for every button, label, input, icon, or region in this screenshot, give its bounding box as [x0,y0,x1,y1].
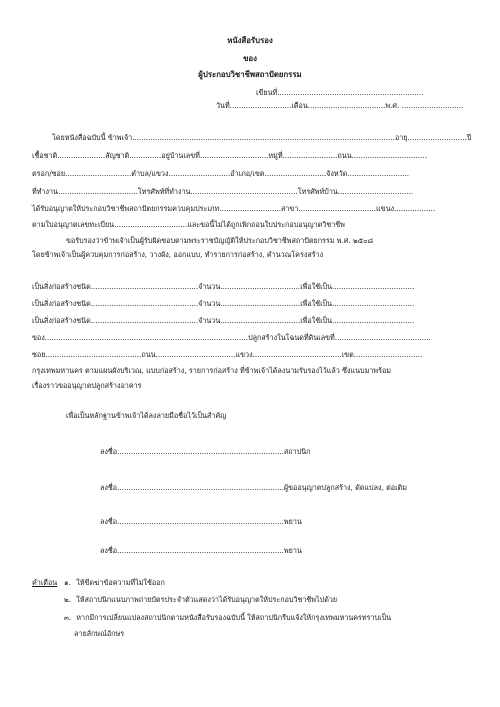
body-line-address: ตรอก/ซอย.............................ตำบล/แขวง...........................อำเภอ/เขต...........................จังหวัด........................... [32,169,410,178]
building-line-2: เป็นสิ่งก่อสร้างชนิด...............................................จำนวน...................................เพื่อใช้เป็น.................................... [32,299,415,308]
location-line: ซอย..........................................ถนน...................................แขวง.......................................เขต.............................. [32,350,423,359]
signature-applicant: ลงชื่อ.........................................................................ผู้ขออนุญาตปลูกสร้าง, ดัดแปลง, ต่อเติม [100,483,407,492]
body-line-certify: ขอรับรองว่าข้าพเจ้าเป็นผู้รับผิดชอบตามพระราชบัญญัติให้ประกอบวิชาชีพสถาปัตยกรรม พ.ศ. ๒๕๐๘ [66,236,374,245]
date-line: วันที่...........................เดือน..................................พ.ศ. ........................... [216,101,464,110]
warning-item-number: ๑. [64,578,71,587]
warning-label: คำเตือน [32,578,58,587]
warning-item-1 [64,578,165,587]
written-at-line: เขียนที่................................................................ [256,88,424,97]
evidence-statement: เพื่อเป็นหลักฐานข้าพเจ้าได้ลงลายมือชื่อไว้เป็นสำคัญ [66,411,227,420]
signature-witness-2: ลงชื่อ.........................................................................พยาน [100,546,302,555]
building-line-3: เป็นสิ่งก่อสร้างชนิด...............................................จำนวน...................................เพื่อใช้เป็น.................................... [32,316,415,325]
warning-item-3 [64,613,391,622]
body-line-license-number: ตามใบอนุญาตเลขทะเบียน................................และขอนี้ไม่ได้ถูกเพิกถอนใบประกอบอนุญาตวิชาชีพ [32,220,345,229]
building-line-1: เป็นสิ่งก่อสร้างชนิด...............................................จำนวน...................................เพื่อใช้เป็น.................................... [32,282,415,291]
signature-witness-1: ลงชื่อ.........................................................................พยาน [100,517,302,526]
warning-item-text: ให้ขีดฆ่าข้อความที่ไม่ใช้ออก [76,578,165,587]
plan-line-continuation: เรื่องราวขออนุญาตปลูกสร้างอาคาร [32,381,142,390]
warning-item-number: ๓. [64,613,72,622]
body-line-name: โดยหนังสือฉบับนี้ ข้าพเจ้า...................................................................................................................อายุ..........................ปี [52,133,472,142]
warning-item-3-continuation: ลายลักษณ์อักษร [74,629,125,638]
plan-line: กรุงเทพมหานคร ตามแผนผังบริเวณ, แบบก่อสร้าง, รายการก่อสร้าง ที่ข้าพเจ้าได้ลงนามรับรองไว้แล้ว ซึ่งแนบมาพร้อม [32,366,392,375]
form-of: ของ [243,54,257,63]
body-line-workplace: ที่ทำงาน...................................โทรศัพท์ที่ทำงาน...............................................โทรศัพท์บ้าน................................. [32,187,414,196]
body-line-license-type: ได้รับอนุญาตให้ประกอบวิชาชีพสถาปัตยกรรมควบคุมประเภท...........................สาขา..................................แขนง.................. [32,204,436,213]
warning-item-2 [64,595,337,604]
body-line-role: โดยข้าพเจ้าเป็นผู้ควบคุมการก่อสร้าง, วางผัง, ออกแบบ, ทำรายการก่อสร้าง, คำนวณโครงสร้าง [32,250,324,259]
form-subject: ผู้ประกอบวิชาชีพสถาปัตยกรรม [198,70,302,79]
owner-line: ของ.........................................................................................ปลูกสร้างในโฉนดที่ดินเลขที่.......................................... [32,333,431,342]
warning-item-number: ๒. [64,595,72,604]
signature-architect: ลงชื่อ.........................................................................สถาปนิก [100,447,311,456]
form-title: หนังสือรับรอง [227,36,273,45]
warning-item-text: หากมีการเปลี่ยนแปลงสถาปนิกตามหนังสือรับรองฉบับนี้ ให้สถาปนิกรีบแจ้งให้กรุงเทพมหานครทราบเป็น [76,613,392,622]
warning-item-text: ให้สถาปนิกแนบภาพถ่ายบัตรประจำตัวแสดงว่าได้รับอนุญาตให้ประกอบวิชาชีพไปด้วย [76,595,338,604]
body-line-nationality: เชื้อชาติ.....................สัญชาติ..............อยู่บ้านเลขที่..............................หมู่ที่........................ถนน................................. [32,151,428,160]
